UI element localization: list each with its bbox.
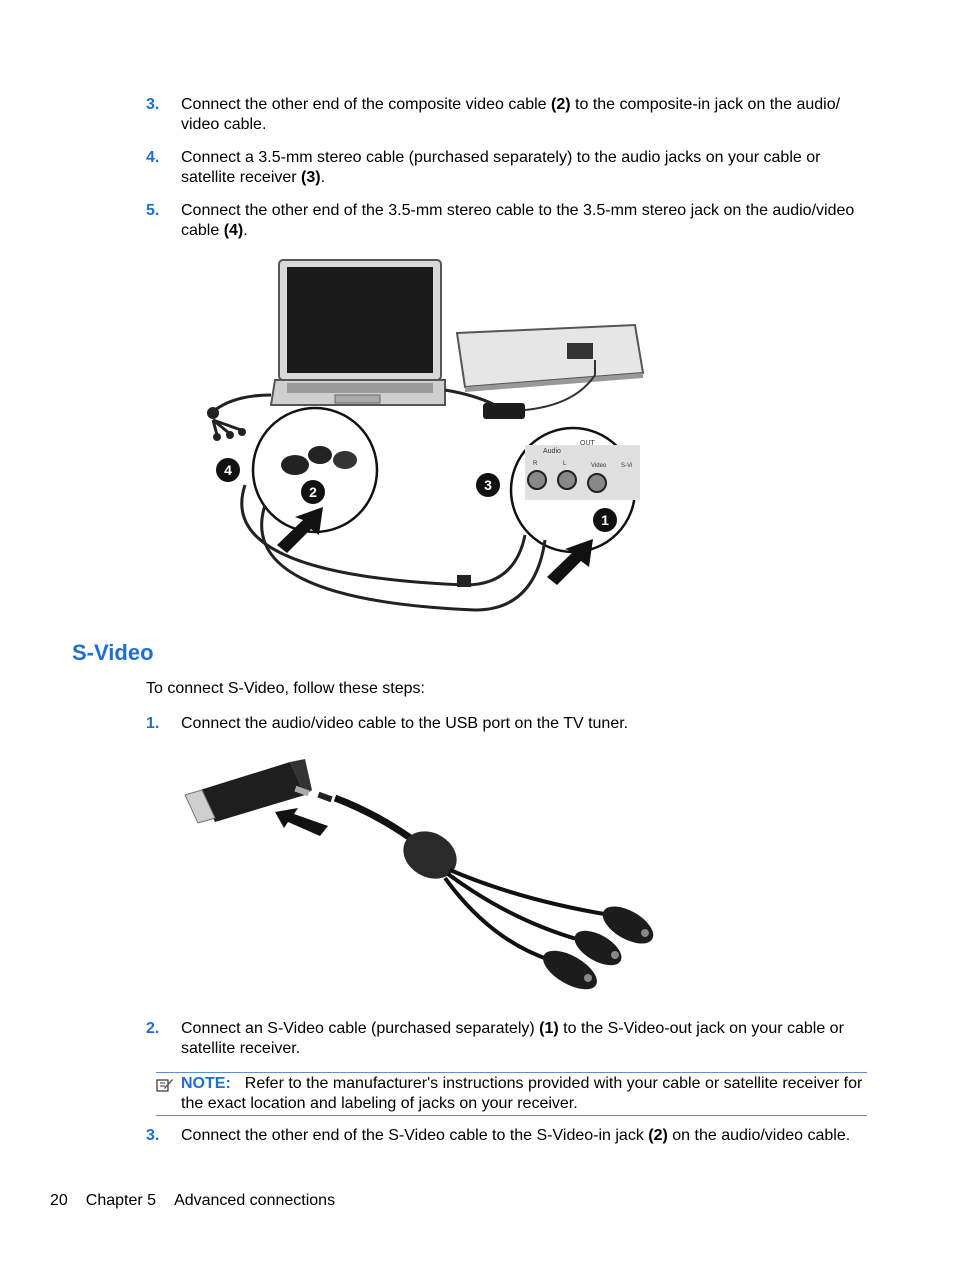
panel-label-svideo: S-Vi [621,463,633,469]
step-number: 3. [146,1127,160,1144]
step-number: 1. [146,715,160,732]
step-number: 5. [146,202,160,219]
footer-title: Advanced connections [174,1192,336,1209]
step-text: Connect a 3.5-mm stereo cable (purchased separately) to the audio jacks on your cable or satellite receiver (3). [181,149,821,186]
composite-connection-illustration [195,255,655,620]
step-text: Connect the other end of the composite video cable (2) to the composite-in jack on the audio/ video cable. [181,96,841,133]
step-number: 2. [146,1020,160,1037]
step-text: Connect the audio/video cable to the USB port on the TV tuner. [181,715,629,732]
note-pencil-icon [156,1077,174,1093]
step-number: 3. [146,96,160,113]
callout-1: 1 [601,512,609,528]
panel-label-out: OUT [580,440,595,447]
callout-2: 2 [309,484,317,500]
step-text: Connect the other end of the S-Video cable to the S-Video-in jack (2) on the audio/video cable. [181,1127,851,1144]
panel-label-video: Video [591,463,607,469]
note-label: NOTE: [181,1075,231,1092]
page-footer [50,1192,353,1210]
panel-label-r: R [533,461,538,467]
panel-label-l: L [563,461,567,467]
panel-label-audio: Audio [543,448,561,455]
callout-4: 4 [224,462,232,478]
svideo-cable-illustration [180,750,665,995]
footer-chapter: Chapter 5 [85,1192,157,1209]
section-title: S-Video [72,640,154,665]
step-text: Connect the other end of the 3.5-mm stereo cable to the 3.5-mm stereo jack on the audio/video cable (4). [181,202,855,239]
step-text: Connect an S-Video cable (purchased separately) (1) to the S-Video-out jack on your cable or satellite receiver. [181,1020,844,1057]
step-number: 4. [146,149,160,166]
page-number: 20 [50,1192,68,1209]
callout-3: 3 [484,477,492,493]
note-text: Refer to the manufacturer's instructions provided with your cable or satellite receiver for the exact location and labeling of jacks on your receiver. [181,1075,863,1112]
section-intro: To connect S-Video, follow these steps: [146,680,425,697]
note-box [156,1072,867,1116]
